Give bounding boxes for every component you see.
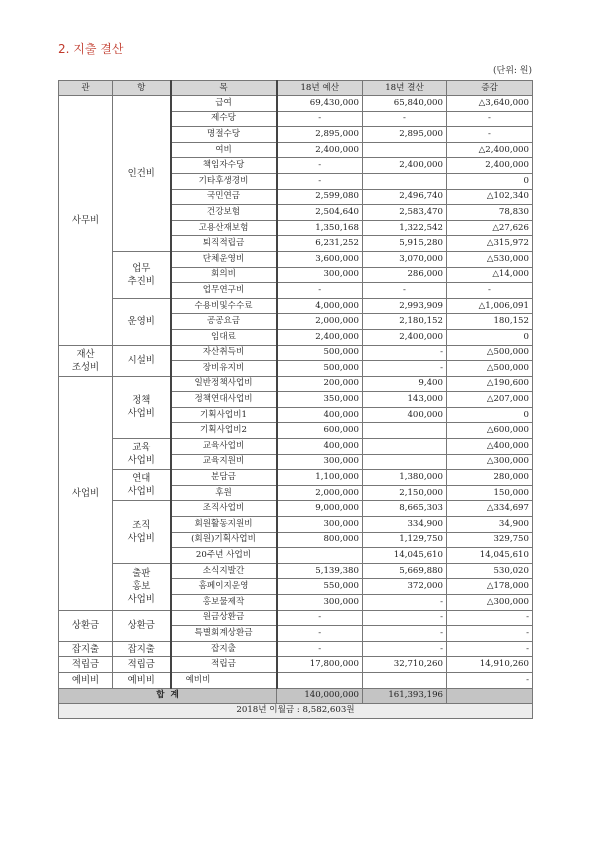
mok-cell: 고용산재보험 [171, 220, 277, 236]
actual-cell [363, 173, 447, 189]
actual-cell: 1,129,750 [363, 532, 447, 548]
diff-cell: 180,152 [447, 314, 533, 330]
actual-cell: - [363, 641, 447, 657]
budget-cell: 300,000 [277, 454, 363, 470]
diff-cell: 2,400,000 [447, 158, 533, 174]
actual-cell: 286,000 [363, 267, 447, 283]
diff-cell: △300,000 [447, 595, 533, 611]
budget-cell: 400,000 [277, 439, 363, 455]
mok-cell: 예비비 [171, 672, 277, 688]
table-row [59, 96, 533, 112]
table-row [59, 672, 533, 688]
gwan-cell: 사무비 [59, 96, 113, 346]
mok-cell: 여비 [171, 142, 277, 158]
diff-cell: △600,000 [447, 423, 533, 439]
diff-cell: 0 [447, 407, 533, 423]
actual-cell: - [363, 111, 447, 127]
table-header-row [59, 81, 533, 96]
diff-cell: - [447, 610, 533, 626]
actual-cell: 2,180,152 [363, 314, 447, 330]
budget-cell: - [277, 626, 363, 642]
mok-cell: 원금상환금 [171, 610, 277, 626]
actual-cell: 8,665,303 [363, 501, 447, 517]
mok-cell: 소식지발간 [171, 563, 277, 579]
mok-cell: 기타후생경비 [171, 173, 277, 189]
diff-cell: △530,000 [447, 251, 533, 267]
budget-cell: 2,504,640 [277, 205, 363, 221]
actual-cell: 32,710,260 [363, 657, 447, 673]
mok-cell: 일반정책사업비 [171, 376, 277, 392]
table-row [59, 251, 533, 267]
table-row [59, 657, 533, 673]
gwan-cell: 적립금 [59, 657, 113, 673]
budget-cell: 2,599,080 [277, 189, 363, 205]
actual-cell: 2,400,000 [363, 329, 447, 345]
budget-cell: 6,231,252 [277, 236, 363, 252]
actual-cell: 1,322,542 [363, 220, 447, 236]
diff-cell: △3,640,000 [447, 96, 533, 112]
mok-cell: 회원활동지원비 [171, 517, 277, 533]
budget-cell: 500,000 [277, 345, 363, 361]
mok-cell: 홍보물제작 [171, 595, 277, 611]
budget-cell: - [277, 610, 363, 626]
budget-cell: 350,000 [277, 392, 363, 408]
diff-cell: - [447, 672, 533, 688]
budget-cell: 5,139,380 [277, 563, 363, 579]
budget-cell: 500,000 [277, 361, 363, 377]
hang-cell: 조직 사업비 [113, 501, 171, 563]
actual-cell: 372,000 [363, 579, 447, 595]
hang-cell: 정책 사업비 [113, 376, 171, 438]
diff-cell: △2,400,000 [447, 142, 533, 158]
expenditure-table [58, 80, 533, 719]
gwan-cell: 재산 조성비 [59, 345, 113, 376]
total-row [59, 688, 533, 703]
actual-cell: - [363, 361, 447, 377]
actual-cell: 2,895,000 [363, 127, 447, 143]
mok-cell: 교육사업비 [171, 439, 277, 455]
budget-cell: 550,000 [277, 579, 363, 595]
diff-cell: 34,900 [447, 517, 533, 533]
budget-cell: - [277, 158, 363, 174]
total-actual: 161,393,196 [363, 688, 447, 703]
actual-cell: 143,000 [363, 392, 447, 408]
header-diff: 증감 [447, 81, 533, 96]
table-row [59, 563, 533, 579]
diff-cell: △27,626 [447, 220, 533, 236]
actual-cell [363, 142, 447, 158]
budget-cell: 200,000 [277, 376, 363, 392]
budget-cell: - [277, 283, 363, 299]
budget-cell: 2,400,000 [277, 142, 363, 158]
diff-cell: 78,830 [447, 205, 533, 221]
diff-cell: △315,972 [447, 236, 533, 252]
budget-cell: 800,000 [277, 532, 363, 548]
table-row [59, 345, 533, 361]
actual-cell: - [363, 626, 447, 642]
unit-label: (단위: 원) [493, 66, 532, 76]
mok-cell: 잡지출 [171, 641, 277, 657]
diff-cell: 14,910,260 [447, 657, 533, 673]
mok-cell: 수용비및수수료 [171, 298, 277, 314]
actual-cell: 5,915,280 [363, 236, 447, 252]
table-row [59, 298, 533, 314]
hang-cell: 업무 추진비 [113, 251, 171, 298]
diff-cell: △1,006,091 [447, 298, 533, 314]
actual-cell [363, 439, 447, 455]
total-diff [447, 688, 533, 703]
gwan-cell: 사업비 [59, 376, 113, 610]
budget-cell: 2,895,000 [277, 127, 363, 143]
hang-cell: 연대 사업비 [113, 470, 171, 501]
mok-cell: 책임자수당 [171, 158, 277, 174]
budget-cell: 17,800,000 [277, 657, 363, 673]
diff-cell: △102,340 [447, 189, 533, 205]
actual-cell: - [363, 283, 447, 299]
gwan-cell: 잡지출 [59, 641, 113, 657]
section-title: 2. 지출 결산 [58, 42, 124, 56]
mok-cell: (회원)기획사업비 [171, 532, 277, 548]
diff-cell: 530,020 [447, 563, 533, 579]
diff-cell: △14,000 [447, 267, 533, 283]
mok-cell: 분담금 [171, 470, 277, 486]
budget-cell: - [277, 641, 363, 657]
mok-cell: 자산취득비 [171, 345, 277, 361]
surplus-row [59, 703, 533, 718]
diff-cell: △500,000 [447, 345, 533, 361]
table-row [59, 501, 533, 517]
mok-cell: 기획사업비1 [171, 407, 277, 423]
total-label: 합 계 [59, 688, 277, 703]
budget-cell: 2,000,000 [277, 485, 363, 501]
mok-cell: 건강보험 [171, 205, 277, 221]
diff-cell: △207,000 [447, 392, 533, 408]
mok-cell: 제수당 [171, 111, 277, 127]
hang-cell: 인건비 [113, 96, 171, 252]
diff-cell: - [447, 127, 533, 143]
budget-cell: - [277, 111, 363, 127]
actual-cell: 2,400,000 [363, 158, 447, 174]
mok-cell: 급여 [171, 96, 277, 112]
budget-cell: 2,000,000 [277, 314, 363, 330]
actual-cell: - [363, 610, 447, 626]
diff-cell: △190,600 [447, 376, 533, 392]
actual-cell: 334,900 [363, 517, 447, 533]
total-budget: 140,000,000 [277, 688, 363, 703]
budget-cell: 300,000 [277, 517, 363, 533]
budget-cell: 3,600,000 [277, 251, 363, 267]
hang-cell: 상환금 [113, 610, 171, 641]
diff-cell: △500,000 [447, 361, 533, 377]
hang-cell: 교육 사업비 [113, 439, 171, 470]
mok-cell: 정책연대사업비 [171, 392, 277, 408]
diff-cell: △178,000 [447, 579, 533, 595]
diff-cell: △334,697 [447, 501, 533, 517]
diff-cell: - [447, 111, 533, 127]
diff-cell: △400,000 [447, 439, 533, 455]
mok-cell: 퇴직적립금 [171, 236, 277, 252]
header-budget: 18년 예산 [277, 81, 363, 96]
budget-cell: 400,000 [277, 407, 363, 423]
diff-cell: 0 [447, 329, 533, 345]
diff-cell: - [447, 641, 533, 657]
budget-cell: 2,400,000 [277, 329, 363, 345]
diff-cell: 0 [447, 173, 533, 189]
actual-cell: - [363, 345, 447, 361]
actual-cell: 3,070,000 [363, 251, 447, 267]
diff-cell: - [447, 283, 533, 299]
budget-cell: 300,000 [277, 595, 363, 611]
actual-cell: 2,150,000 [363, 485, 447, 501]
table-row [59, 641, 533, 657]
diff-cell: 329,750 [447, 532, 533, 548]
mok-cell: 단체운영비 [171, 251, 277, 267]
mok-cell: 조직사업비 [171, 501, 277, 517]
mok-cell: 국민연금 [171, 189, 277, 205]
mok-cell: 교육지원비 [171, 454, 277, 470]
hang-cell: 적립금 [113, 657, 171, 673]
actual-cell [363, 423, 447, 439]
budget-cell: 600,000 [277, 423, 363, 439]
table-row [59, 439, 533, 455]
mok-cell: 기획사업비2 [171, 423, 277, 439]
budget-cell: 9,000,000 [277, 501, 363, 517]
header-mok: 목 [171, 81, 277, 96]
mok-cell: 홈페이지운영 [171, 579, 277, 595]
budget-cell: 4,000,000 [277, 298, 363, 314]
diff-cell: 280,000 [447, 470, 533, 486]
actual-cell [363, 672, 447, 688]
table-row [59, 610, 533, 626]
actual-cell: 9,400 [363, 376, 447, 392]
hang-cell: 시설비 [113, 345, 171, 376]
hang-cell: 잡지출 [113, 641, 171, 657]
header-gwan: 관 [59, 81, 113, 96]
table-row [59, 376, 533, 392]
diff-cell: 150,000 [447, 485, 533, 501]
mok-cell: 명절수당 [171, 127, 277, 143]
mok-cell: 후원 [171, 485, 277, 501]
budget-cell: 69,430,000 [277, 96, 363, 112]
gwan-cell: 상환금 [59, 610, 113, 641]
mok-cell: 20주년 사업비 [171, 548, 277, 564]
actual-cell: 2,496,740 [363, 189, 447, 205]
actual-cell: 400,000 [363, 407, 447, 423]
mok-cell: 공공요금 [171, 314, 277, 330]
mok-cell: 적립금 [171, 657, 277, 673]
mok-cell: 장비유지비 [171, 361, 277, 377]
hang-cell: 예비비 [113, 672, 171, 688]
budget-cell [277, 672, 363, 688]
actual-cell: 2,993,909 [363, 298, 447, 314]
budget-cell [277, 548, 363, 564]
diff-cell: 14,045,610 [447, 548, 533, 564]
hang-cell: 출판 홍보 사업비 [113, 563, 171, 610]
actual-cell [363, 454, 447, 470]
mok-cell: 특별회계상환금 [171, 626, 277, 642]
diff-cell: △300,000 [447, 454, 533, 470]
hang-cell: 운영비 [113, 298, 171, 345]
table-row [59, 470, 533, 486]
budget-cell: 1,350,168 [277, 220, 363, 236]
header-hang: 항 [113, 81, 171, 96]
actual-cell: - [363, 595, 447, 611]
budget-cell: - [277, 173, 363, 189]
header-actual: 18년 결산 [363, 81, 447, 96]
mok-cell: 회의비 [171, 267, 277, 283]
diff-cell: - [447, 626, 533, 642]
budget-cell: 300,000 [277, 267, 363, 283]
budget-cell: 1,100,000 [277, 470, 363, 486]
surplus-text: 2018년 이월금 : 8,582,603원 [59, 703, 533, 718]
actual-cell: 2,583,470 [363, 205, 447, 221]
gwan-cell: 예비비 [59, 672, 113, 688]
actual-cell: 1,380,000 [363, 470, 447, 486]
actual-cell: 14,045,610 [363, 548, 447, 564]
mok-cell: 업무연구비 [171, 283, 277, 299]
mok-cell: 임대료 [171, 329, 277, 345]
actual-cell: 65,840,000 [363, 96, 447, 112]
actual-cell: 5,669,880 [363, 563, 447, 579]
